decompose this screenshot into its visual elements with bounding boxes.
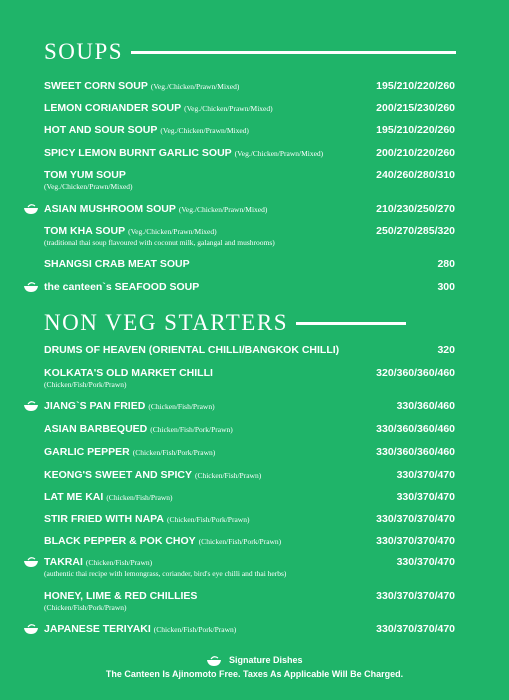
footer-note: The Canteen Is Ajinomoto Free. Taxes As Applicable Will Be Charged. — [105, 669, 404, 679]
item-price: 240/260/280/310 — [376, 169, 455, 181]
item-price: 320 — [437, 344, 455, 356]
item-name — [44, 203, 267, 215]
item-options: (Chicken/Fish/Prawn) — [85, 558, 153, 567]
menu-item — [44, 513, 455, 525]
nonveg-header — [44, 308, 406, 338]
item-title: STIR FRIED WITH NAPA — [44, 513, 164, 525]
item-description: (authentic thai recipe with lemongrass, coriander, bird's eye chilli and thai herbs) — [44, 569, 287, 578]
soups-header — [44, 37, 456, 67]
item-title: GARLIC PEPPER — [44, 446, 130, 458]
item-name — [44, 446, 215, 458]
item-title: TAKRAI — [44, 556, 83, 568]
item-price: 330/370/470 — [396, 556, 455, 568]
item-name — [44, 423, 233, 435]
item-title: SWEET CORN SOUP — [44, 80, 148, 92]
menu-item — [44, 469, 455, 481]
item-price: 200/215/230/260 — [376, 102, 455, 114]
item-name — [44, 513, 249, 525]
item-options: (Chicken/Fish/Prawn) — [106, 493, 173, 502]
item-name — [44, 225, 217, 237]
item-name — [44, 80, 239, 92]
nonveg-rule — [296, 322, 406, 325]
item-price: 330/370/370/470 — [376, 590, 455, 602]
item-price: 330/360/360/460 — [376, 446, 455, 458]
item-description: (Chicken/Fish/Pork/Prawn) — [44, 380, 127, 389]
item-name — [44, 556, 152, 568]
item-price: 330/370/470 — [396, 491, 455, 503]
bowl-icon — [23, 623, 39, 635]
item-price: 330/360/360/460 — [376, 423, 455, 435]
menu-item — [44, 367, 455, 389]
item-price: 320/360/360/460 — [376, 367, 455, 379]
item-options: (Chicken/Fish/Pork/Prawn) — [198, 537, 282, 546]
menu-item — [44, 556, 455, 578]
item-options: (Veg./Chicken/Prawn/Mixed) — [234, 149, 324, 158]
nonveg-title: NON VEG STARTERS — [44, 310, 288, 335]
item-price: 195/210/220/260 — [376, 124, 455, 136]
item-name — [44, 623, 236, 635]
item-options: (Veg./Chicken/Prawn/Mixed) — [128, 227, 217, 236]
item-description: (Chicken/Fish/Pork/Prawn) — [44, 603, 127, 612]
item-price: 200/210/220/260 — [376, 147, 455, 159]
item-options: (Chicken/Fish/Pork/Prawn) — [153, 625, 237, 634]
item-options: (Chicken/Fish/Prawn) — [194, 471, 262, 480]
menu-item — [44, 102, 455, 114]
item-name — [44, 102, 273, 114]
item-name — [44, 400, 215, 412]
menu-item — [44, 203, 455, 215]
item-options: (Veg./Chicken/Prawn/Mixed) — [150, 82, 240, 91]
menu-item — [44, 344, 455, 356]
item-price: 195/210/220/260 — [376, 80, 455, 92]
item-name — [44, 281, 199, 293]
item-price: 330/370/370/470 — [376, 623, 455, 635]
bowl-icon — [23, 400, 39, 412]
item-price: 300 — [437, 281, 455, 293]
item-options: (Chicken/Fish/Pork/Prawn) — [166, 515, 250, 524]
item-title: JIANG`S PAN FRIED — [44, 400, 146, 412]
soups-rule — [131, 51, 456, 54]
bowl-icon — [23, 203, 39, 215]
item-title: BLACK PEPPER & POK CHOY — [44, 535, 196, 547]
signature-legend — [0, 655, 509, 667]
item-name — [44, 124, 249, 136]
item-title: HONEY, LIME & RED CHILLIES — [44, 590, 198, 602]
menu-item — [44, 623, 455, 635]
item-title: TOM YUM SOUP — [44, 169, 126, 181]
item-options: (Veg./Chicken/Prawn/Mixed) — [184, 104, 273, 113]
menu-item — [44, 400, 455, 412]
item-options: (Chicken/Fish/Prawn) — [148, 402, 215, 411]
menu-item — [44, 590, 455, 612]
item-title: the canteen`s SEAFOOD SOUP — [44, 281, 200, 293]
bowl-icon — [206, 655, 222, 667]
item-title: TOM KHA SOUP — [44, 225, 126, 237]
item-name — [44, 367, 213, 379]
item-name — [44, 147, 323, 159]
menu-item — [44, 169, 455, 191]
bowl-icon — [23, 556, 39, 568]
item-price: 210/230/250/270 — [376, 203, 455, 215]
item-options: (Chicken/Fish/Pork/Prawn) — [150, 425, 233, 434]
item-title: LAT ME KAI — [44, 491, 104, 503]
item-title: HOT AND SOUR SOUP — [44, 124, 158, 136]
soups-title: SOUPS — [44, 39, 124, 64]
menu-item — [44, 225, 455, 247]
menu-item — [44, 535, 455, 547]
menu-item — [44, 281, 455, 293]
item-title: KEONG'S SWEET AND SPICY — [44, 469, 192, 481]
item-name — [44, 491, 173, 503]
menu-item — [44, 258, 455, 270]
item-name — [44, 169, 126, 181]
item-options: (Veg./Chicken/Prawn/Mixed) — [160, 126, 249, 135]
item-title: SHANGSI CRAB MEAT SOUP — [44, 258, 190, 270]
menu-item — [44, 491, 455, 503]
item-title: SPICY LEMON BURNT GARLIC SOUP — [44, 147, 232, 159]
item-price: 330/370/370/470 — [376, 535, 455, 547]
item-name — [44, 344, 339, 356]
item-title: JAPANESE TERIYAKI — [44, 623, 151, 635]
item-title: LEMON CORIANDER SOUP — [44, 102, 182, 114]
item-options: (Veg./Chicken/Prawn/Mixed) — [178, 205, 268, 214]
item-title: DRUMS OF HEAVEN (ORIENTAL CHILLI/BANGKOK CHILLI) — [44, 344, 340, 356]
menu-item — [44, 446, 455, 458]
item-name — [44, 590, 197, 602]
menu-item — [44, 124, 455, 136]
item-name — [44, 258, 190, 270]
item-price: 250/270/285/320 — [376, 225, 455, 237]
item-name — [44, 469, 261, 481]
item-price: 330/370/470 — [396, 469, 455, 481]
item-name — [44, 535, 281, 547]
item-price: 330/360/460 — [396, 400, 455, 412]
item-price: 330/370/370/470 — [376, 513, 455, 525]
signature-legend-label: Signature Dishes — [228, 655, 303, 666]
menu-item — [44, 80, 455, 92]
item-title: ASIAN MUSHROOM SOUP — [44, 203, 176, 215]
item-description: (traditional thai soup flavoured with coconut milk, galangal and mushrooms) — [44, 238, 275, 247]
item-title: ASIAN BARBEQUED — [44, 423, 148, 435]
menu-item — [44, 423, 455, 435]
bowl-icon — [23, 281, 39, 293]
item-title: KOLKATA'S OLD MARKET CHILLI — [44, 367, 213, 379]
menu-item — [44, 147, 455, 159]
item-description: (Veg./Chicken/Prawn/Mixed) — [44, 182, 133, 191]
item-price: 280 — [437, 258, 455, 270]
item-options: (Chicken/Fish/Pork/Prawn) — [132, 448, 216, 457]
